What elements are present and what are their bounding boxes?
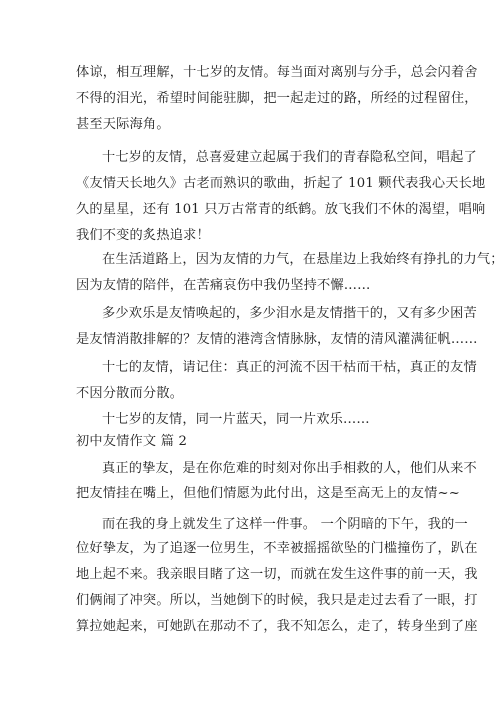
text-line: 不得的泪光，希望时间能驻脚，把一起走过的路，所经的过程留住， [76,91,478,106]
paragraph-first-line: 在生活道路上，因为友情的力气，在悬崖边上我始终有挣扎的力气； [102,252,504,267]
text-line: 位好挚友，为了追逐一位男生，不幸被摇摇欲坠的门槛撞伤了，趴在 [76,541,478,556]
text-line: 因为友情的陪伴，在苦痛哀伤中我仍坚持不懈…… [76,278,371,293]
paragraph-first-line: 十七岁的友情，同一片蓝天，同一片欢乐…… [102,412,370,427]
text-line: 们俩闹了冲突。所以，当她倒下的时候，我只是走过去看了一眼，打 [76,593,478,608]
text-line: 我们不变的炙热追求！ [76,228,210,243]
paragraph-first-line: 而在我的身上就发生了这样一件事。 一个阴暗的下午，我的一 [102,517,468,532]
paragraph-first-line: 十七岁的友情，总喜爱建立起属于我们的青春隐私空间，唱起了 [102,150,477,165]
text-line: 甚至天际海角。 [76,117,170,132]
paragraph-first-line: 十七的友情，请记住：真正的河流不因干枯而干枯，真正的友情 [102,360,477,375]
text-line: 体谅，相互理解，十七岁的友情。每当面对离别与分手，总会闪着舍 [76,65,478,80]
paragraph-first-line: 多少欢乐是友情唤起的，多少泪水是友情揩干的，又有多少困苦 [102,306,477,321]
text-line: 《友情天长地久》古老而熟识的歌曲，折起了 101 颗代表我心天长地 [76,176,486,191]
section-heading: 初中友情作文 篇 2 [76,434,188,449]
text-line: 久的星星，还有 101 只万古常青的纸鹤。放飞我们不休的渴望，唱响 [76,202,486,217]
text-line: 算拉她起来，可她趴在那动不了，我不知怎么，走了，转身坐到了座 [76,619,478,634]
paragraph-first-line: 真正的挚友，是在你危难的时刻对你出手相救的人，他们从来不 [102,461,477,476]
text-line: 是友情消散排解的？友情的港湾含情脉脉，友情的清风灌满征帆…… [76,332,478,347]
text-line: 不因分散而分散。 [76,386,184,401]
text-line: 地上起不来。我亲眼目睹了这一切，而就在发生这件事的前一天，我 [76,567,478,582]
text-line: 把友情挂在嘴上，但他们情愿为此付出，这是至高无上的友情~~ [76,486,460,501]
